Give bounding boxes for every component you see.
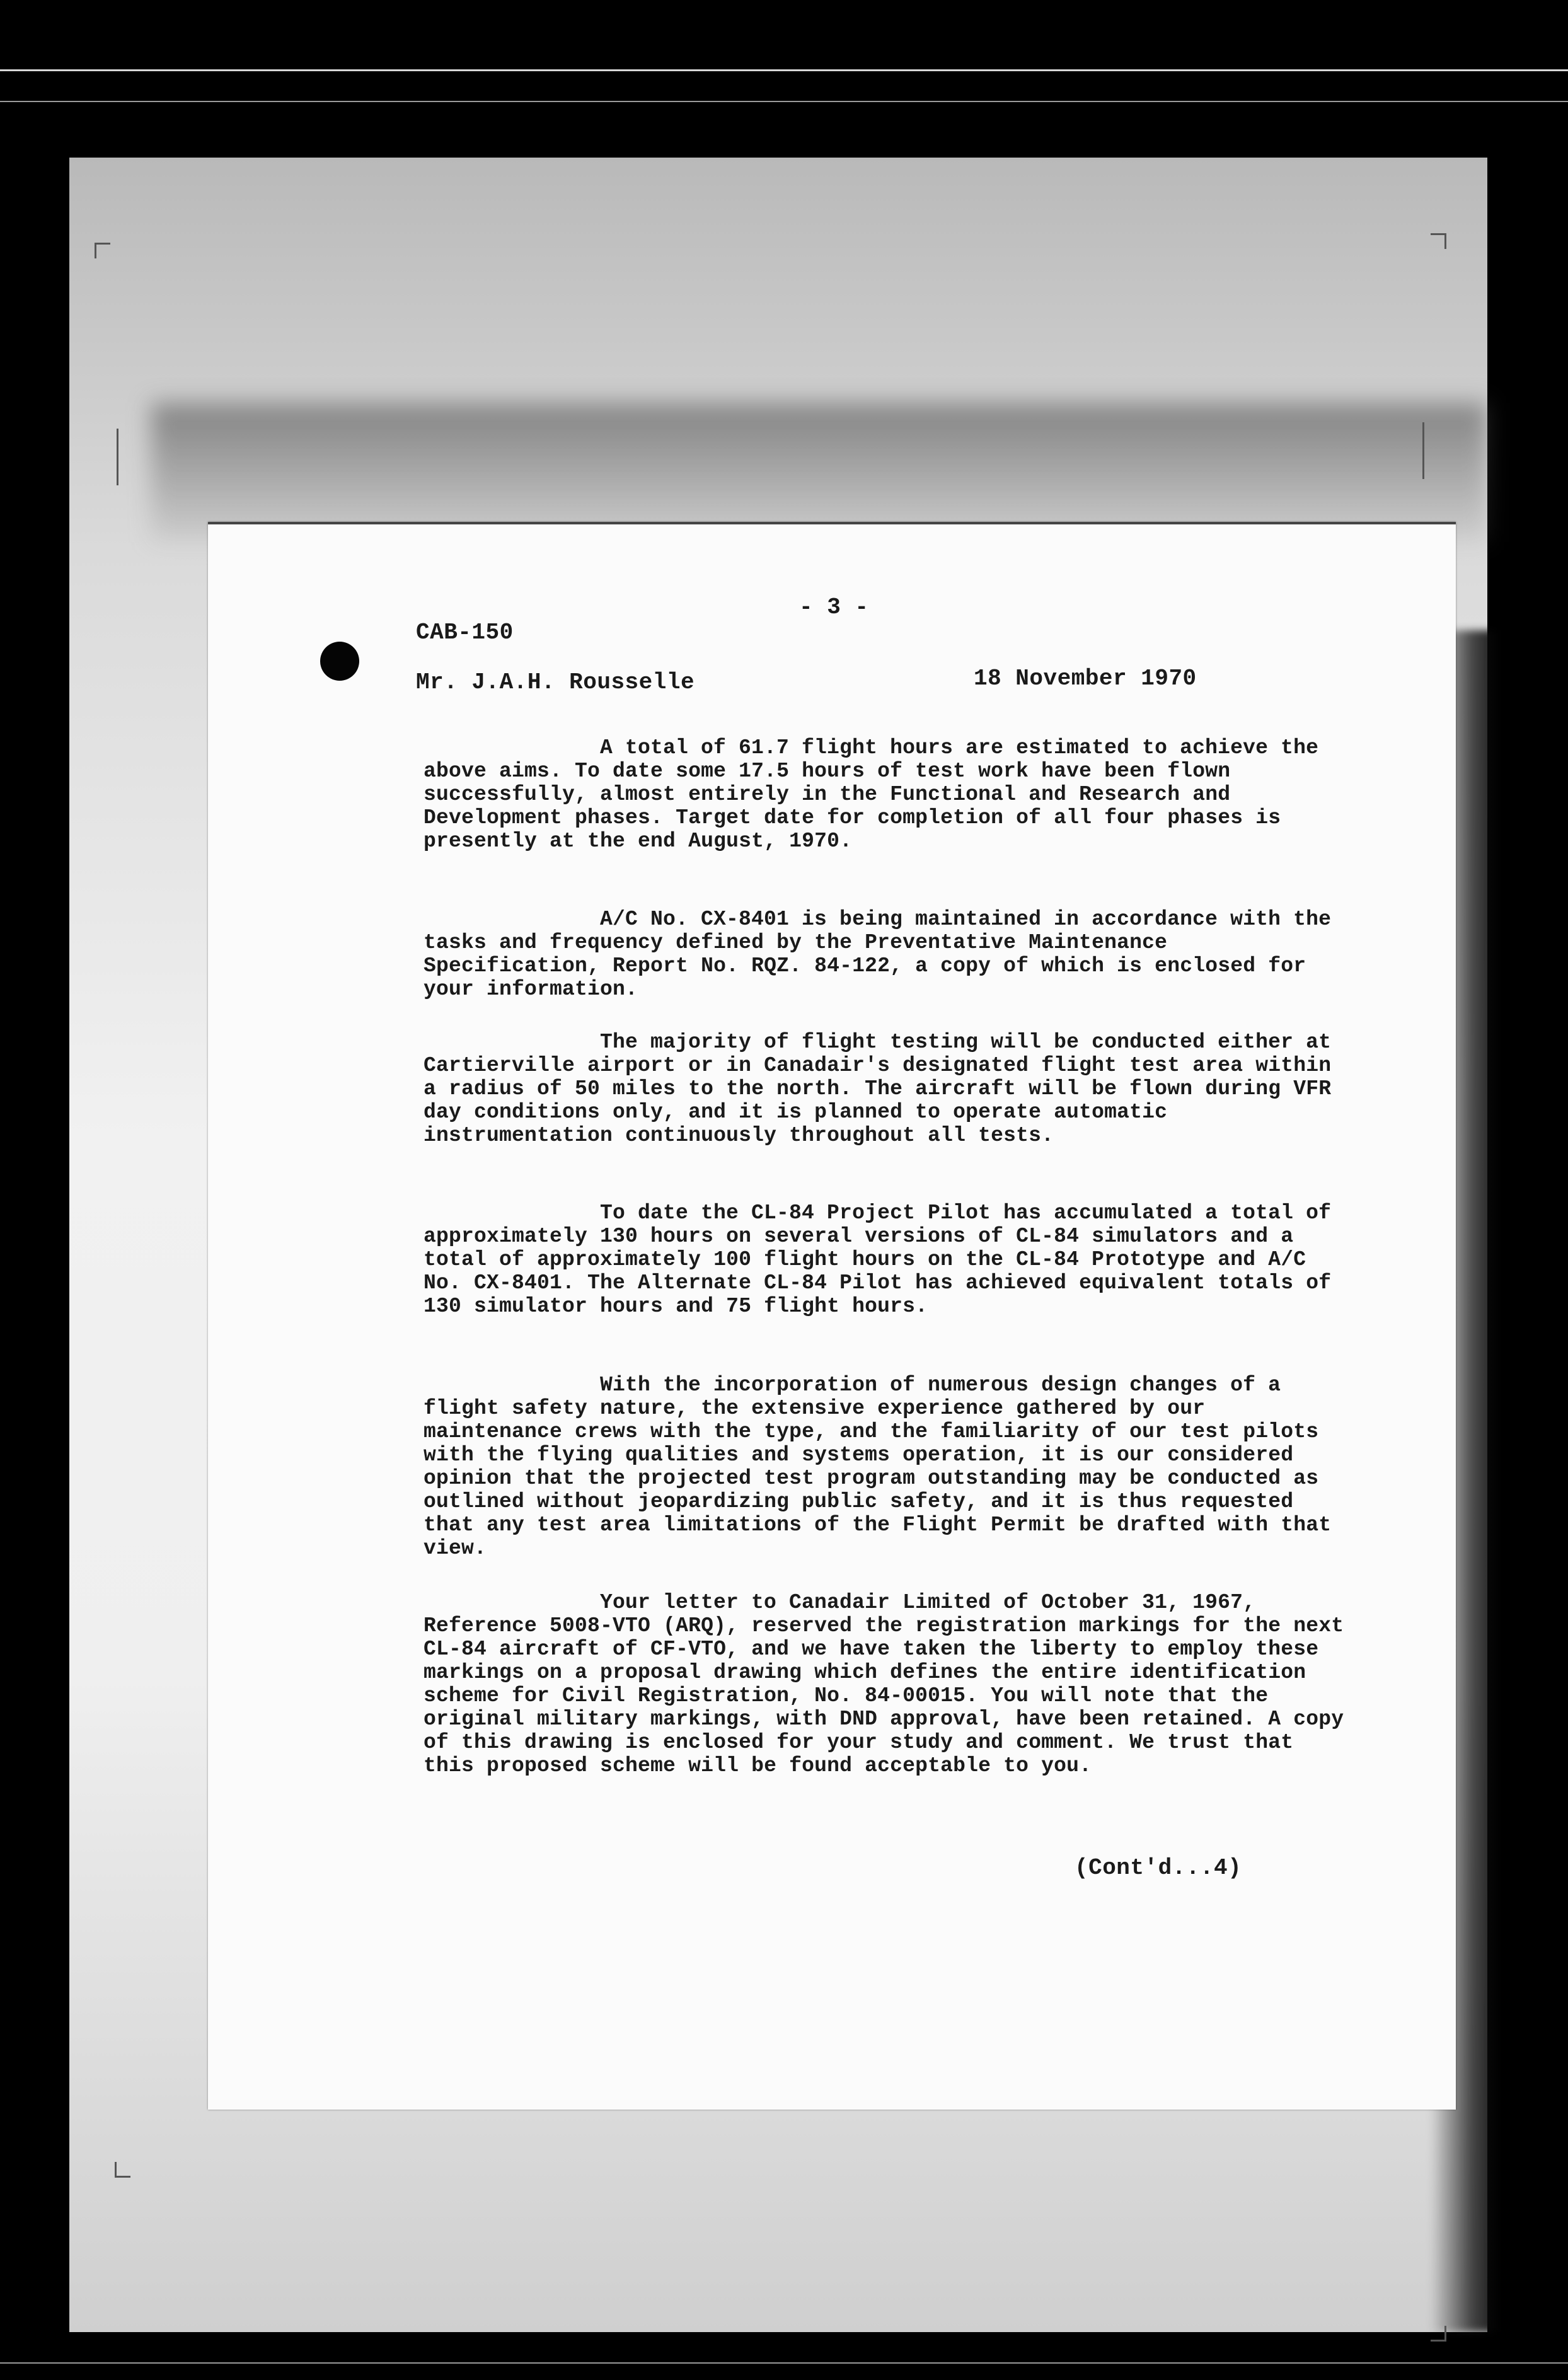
crop-mark-bottom-right — [1431, 2326, 1446, 2342]
paragraph-text: Your letter to Canadair Limited of October 31, 1967, Reference 5008-VTO (ARQ), reserved the registration markings for the next CL-84 aircraft of CF-VTO, and we have taken the liberty to employ these markings on a proposal drawing which defines the entire identification scheme for Civil Registration, No. 84-00015. You will note that the original military markings, with DND approval, have been retained. A copy of this drawing is enclosed for your study and comment. We trust that this proposed scheme will be found acceptable to you. — [424, 1591, 1344, 1777]
paragraph-test-area — [424, 1031, 1356, 1147]
paragraph-text: With the incorporation of numerous design changes of a flight safety nature, the extensive experience gathered by our maintenance crews with the type, and the familiarity of our test pilots with the flying qualities and systems operation, it is our considered opinion that the projected test program outstanding may be conducted as outlined without jeopardizing public safety, and it is thus requested that any test area limitations of the Flight Permit be drafted with that view. — [424, 1373, 1332, 1560]
paragraph-text: A total of 61.7 flight hours are estimated to achieve the above aims. To date some 17.5 hours of test work have been flown successfully, almost entirely in the Functional and Research and Development phases. Target date for completion of all four phases is presently at the end August, 1970. — [424, 736, 1319, 853]
film-edge-top — [0, 69, 1568, 71]
film-edge-bottom — [0, 2362, 1568, 2364]
paragraph-text: The majority of flight testing will be conducted either at Cartierville airport or in Canadair's designated flight test area within a radius of 50 miles to the north. The aircraft will be flown during VFR day conditions only, and it is planned to operate automatic instrumentation continuously throughout all tests. — [424, 1031, 1332, 1147]
crop-mark-mid-left — [117, 429, 132, 485]
file-reference: CAB-150 — [416, 620, 514, 645]
paragraph-text: A/C No. CX-8401 is being maintained in accordance with the tasks and frequency defined by the Preventative Maintenance Specification, Report No. RQZ. 84-122, a copy of which is enclosed for your information. — [424, 908, 1332, 1001]
letter-date: 18 November 1970 — [974, 666, 1197, 691]
backing-shadow — [151, 403, 1487, 542]
punch-hole — [320, 642, 359, 681]
paragraph-maintenance — [424, 908, 1356, 1001]
paragraph-flight-hours — [424, 736, 1356, 853]
addressee: Mr. J.A.H. Rousselle — [416, 669, 695, 695]
continuation-note: (Cont'd...4) — [1075, 1855, 1242, 1881]
paragraph-pilot-experience — [424, 1201, 1356, 1318]
paragraph-text: To date the CL-84 Project Pilot has accumulated a total of approximately 130 hours on several versions of CL-84 simulators and a total of approximately 100 flight hours on the CL-84 Prototype and A/C No. CX-8401. The Alternate CL-84 Pilot has achieved equivalent totals of 130 simulator hours and 75 flight hours. — [424, 1201, 1332, 1318]
crop-mark-bottom-left — [115, 2162, 130, 2178]
page-number: - 3 - — [799, 594, 869, 620]
film-edge-line — [0, 101, 1568, 102]
paragraph-safety-opinion — [424, 1373, 1356, 1560]
crop-mark-top-right — [1431, 233, 1446, 249]
paragraph-registration — [424, 1591, 1356, 1777]
crop-mark-mid-right — [1409, 422, 1424, 479]
crop-mark-top-left — [95, 243, 110, 258]
